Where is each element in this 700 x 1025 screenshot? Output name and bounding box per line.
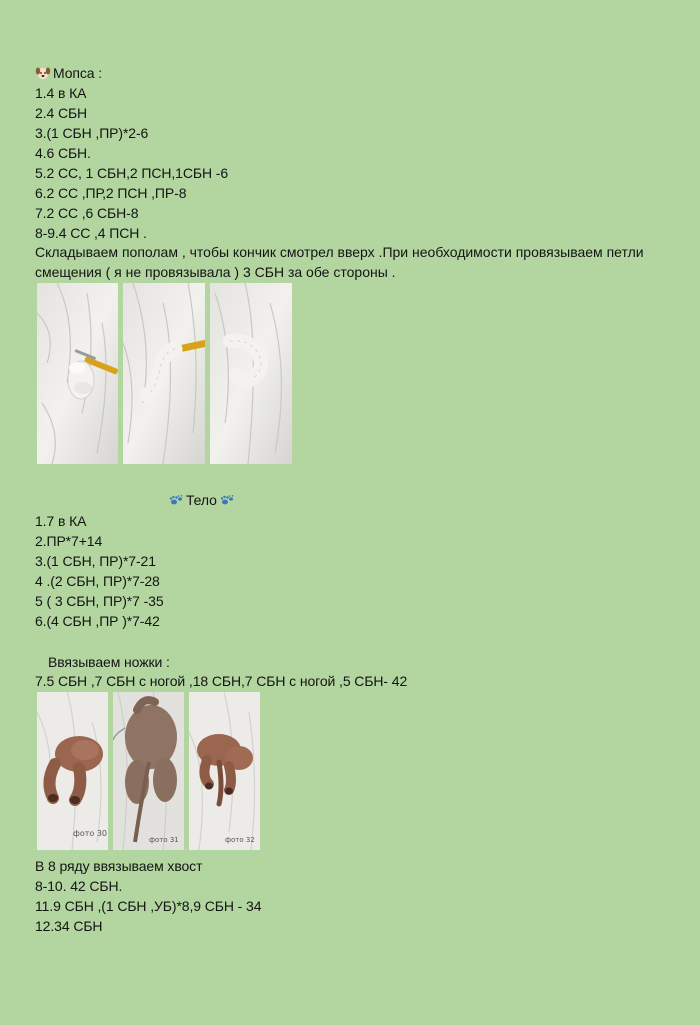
- paw-prints-icon: [219, 493, 235, 507]
- mopsa-row: 2.4 СБН: [35, 105, 88, 121]
- mopsa-row: 6.2 СС ,ПР,2 ПСН ,ПР-8: [35, 185, 187, 201]
- mopsa-row: 3.(1 СБН ,ПР)*2-6: [35, 125, 149, 141]
- mopsa-row: 8-9.4 СС ,4 ПСН .: [35, 225, 147, 241]
- telo-title: [168, 491, 237, 509]
- telo-row: 6.(4 СБН ,ПР )*7-42: [35, 613, 160, 629]
- photo-caption: фото 31: [149, 836, 179, 844]
- body-photo-32: [189, 692, 260, 850]
- telo-row: 2.ПР*7+14: [35, 533, 103, 549]
- mopsa-row: 4.6 СБН.: [35, 145, 91, 161]
- telo-row: 4 .(2 СБН, ПР)*7-28: [35, 573, 160, 589]
- telo-title-text: Тело: [186, 492, 217, 508]
- muzzle-photo-3: [210, 283, 292, 464]
- muzzle-photo-2: [123, 283, 205, 464]
- mopsa-title: [35, 64, 102, 82]
- mopsa-note: Складываем пополам , чтобы кончик смотрел вверх .При необходимости провязываем петли смещения ( я не провязывала ) 3 СБН за обе стороны .: [35, 244, 644, 280]
- photo-caption: фото 30: [73, 829, 108, 838]
- telo-row: 3.(1 СБН, ПР)*7-21: [35, 553, 156, 569]
- paw-prints-icon: [168, 493, 184, 507]
- muzzle-photo-1: [37, 283, 118, 464]
- body-photos: [37, 692, 260, 850]
- tail-row: В 8 ряду ввязываем хвост: [35, 858, 203, 874]
- body-photo-30: [37, 692, 108, 850]
- mopsa-row: 5.2 СС, 1 СБН,2 ПСН,1СБН -6: [35, 165, 229, 181]
- tail-row: 11.9 СБН ,(1 СБН ,УБ)*8,9 СБН - 34: [35, 898, 262, 914]
- tail-row: 12.34 СБН: [35, 918, 103, 934]
- mopsa-title-text: Мопса :: [53, 65, 103, 81]
- legs-row: 7.5 СБН ,7 СБН с ногой ,18 СБН,7 СБН с ногой ,5 СБН- 42: [35, 673, 408, 689]
- mopsa-row: 7.2 СС ,6 СБН-8: [35, 205, 139, 221]
- tail-row: 8-10. 42 СБН.: [35, 878, 123, 894]
- mopsa-row: 1.4 в КА: [35, 85, 87, 101]
- telo-row: 1.7 в КА: [35, 513, 87, 529]
- body-photo-31: [113, 692, 184, 850]
- photo-caption: фото 32: [225, 836, 255, 844]
- telo-row: 5 ( 3 СБН, ПР)*7 -35: [35, 593, 164, 609]
- dog-face-icon: [35, 66, 51, 80]
- legs-heading: Ввязываем ножки :: [48, 654, 170, 670]
- muzzle-photos: [37, 283, 292, 464]
